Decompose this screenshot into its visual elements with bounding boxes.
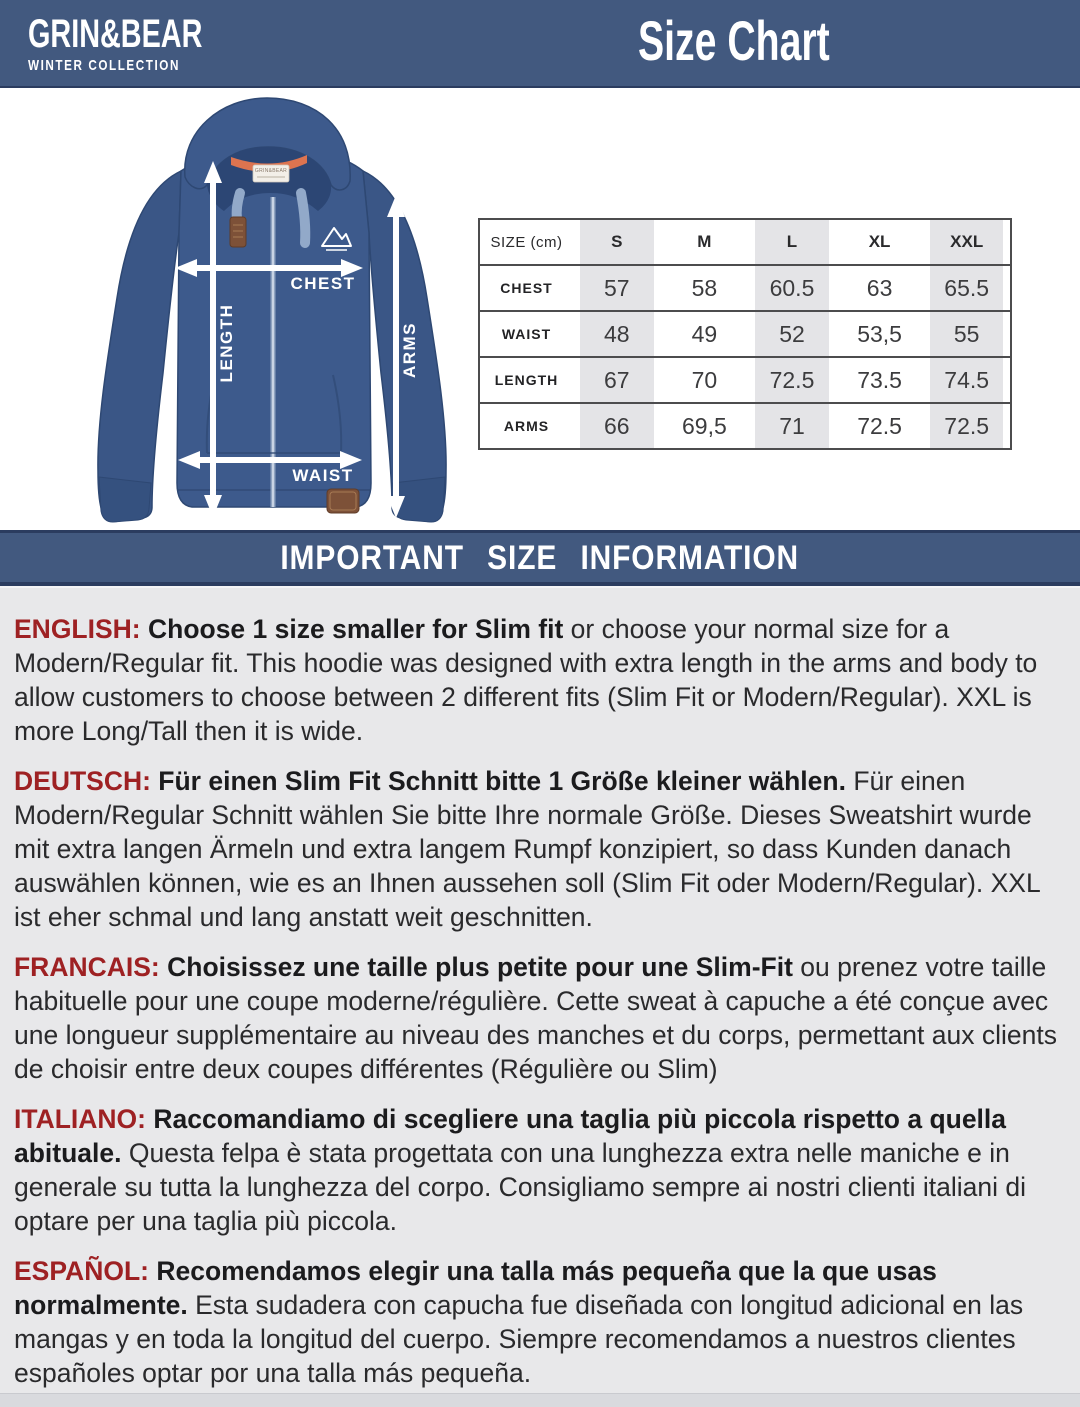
brand-subtitle: WINTER COLLECTION bbox=[28, 57, 180, 74]
size-value: 65.5 bbox=[923, 265, 1011, 311]
page-title: Size Chart bbox=[638, 9, 830, 72]
body-text: ou prenez votre taille habituelle pour une coupe moderne/régulière. Cette sweat à capuche a été conçue avec une longueur supplémentaire au niveau des manches et du corps, permettant aux clients de choisir entre deux coupes différentes (Régulière ou Slim) bbox=[14, 952, 1057, 1084]
size-value: 69,5 bbox=[682, 412, 727, 439]
bottom-strip bbox=[0, 1393, 1080, 1407]
column-header-s: S bbox=[573, 219, 661, 265]
language-label: DEUTSCH: bbox=[14, 766, 151, 796]
table-row-waist bbox=[479, 311, 1011, 357]
size-value: 70 bbox=[691, 366, 718, 393]
size-value: 53,5 bbox=[857, 320, 902, 347]
arms-measure-label: ARMS bbox=[400, 321, 419, 379]
chest-measure-label: CHEST bbox=[290, 274, 356, 293]
size-table bbox=[478, 218, 1012, 450]
column-header-xxl: XXL bbox=[923, 219, 1011, 265]
size-value: 67 bbox=[573, 357, 661, 403]
size-value: 58 bbox=[691, 274, 718, 301]
size-value: 63 bbox=[866, 274, 893, 301]
body-text: Für einen Modern/Regular Schnitt wählen Sie bitte Ihre normale Größe. Dieses Sweatshirt wurde mit extra langen Ärmeln und extra langem Rumpf konzipiert, so dass Kunden danach auswählen können, wie es an Ihnen aussehen soll (Slim Fit oder Modern/Regular). XXL ist eher schmal und lang anstatt weit geschnitten. bbox=[14, 766, 1040, 932]
row-label: CHEST bbox=[500, 280, 553, 296]
language-label: ESPAÑOL: bbox=[14, 1256, 149, 1286]
waist-measure-label: WAIST bbox=[292, 466, 354, 485]
column-header-size: SIZE (cm) bbox=[490, 233, 563, 251]
body-text: Questa felpa è stata progettata con una lunghezza extra nelle maniche e in generale su tutta la lunghezza del corpo. Consigliamo sempre ai nostri clienti italiani di optare per una taglia più piccola. bbox=[14, 1138, 1026, 1236]
size-value: 73.5 bbox=[857, 366, 902, 393]
table-row-chest bbox=[479, 265, 1011, 311]
language-label: ITALIANO: bbox=[14, 1104, 146, 1134]
hoodie-figure bbox=[85, 93, 470, 525]
column-header-l: L bbox=[748, 219, 836, 265]
length-measure-label: LENGTH bbox=[217, 303, 236, 383]
column-header-xl: XL bbox=[868, 232, 891, 251]
lead-text: Raccomandiamo di scegliere una taglia più piccola rispetto a quella abituale. bbox=[14, 1104, 1007, 1168]
right-drawstring bbox=[301, 193, 305, 243]
size-value: 72.5 bbox=[923, 403, 1011, 449]
size-value: 48 bbox=[573, 311, 661, 357]
size-value: 72.5 bbox=[748, 357, 836, 403]
hoodie-left-sleeve bbox=[98, 171, 181, 522]
drawstring-tag bbox=[230, 217, 246, 247]
table-row-length bbox=[479, 357, 1011, 403]
neck-label-text: GRIN&BEAR bbox=[254, 168, 288, 174]
table-header-row bbox=[479, 219, 1011, 265]
lead-text: Choisissez une taille plus petite pour une Slim-Fit bbox=[167, 952, 793, 982]
info-paragraph-deutsch bbox=[14, 764, 1066, 934]
table-row-arms bbox=[479, 403, 1011, 449]
row-label: LENGTH bbox=[494, 372, 559, 388]
info-paragraphs bbox=[14, 612, 1066, 1390]
row-label: WAIST bbox=[501, 326, 552, 342]
size-value: 52 bbox=[748, 311, 836, 357]
size-value: 55 bbox=[923, 311, 1011, 357]
info-section bbox=[0, 586, 1080, 1407]
banner-title: IMPORTANT SIZE INFORMATION bbox=[280, 539, 800, 577]
size-value: 57 bbox=[573, 265, 661, 311]
header-bar bbox=[0, 0, 1080, 88]
size-value: 60.5 bbox=[748, 265, 836, 311]
leather-patch bbox=[327, 489, 359, 513]
size-value: 49 bbox=[691, 320, 718, 347]
lead-text: Recomendamos elegir una talla más pequeña que la que usas normalmente. bbox=[14, 1256, 937, 1320]
size-value: 71 bbox=[748, 403, 836, 449]
brand-logo bbox=[28, 14, 270, 73]
info-paragraph-english bbox=[14, 612, 1066, 748]
column-header-m: M bbox=[697, 232, 712, 251]
neck-label bbox=[253, 165, 289, 182]
row-label: ARMS bbox=[503, 418, 550, 434]
hoodie-illustration bbox=[85, 93, 470, 525]
body-text: or choose your normal size for a Modern/Regular fit. This hoodie was designed with extra length in the arms and body to allow customers to choose between 2 different fits (Slim Fit or Modern/Regular). XXL is more Long/Tall then it is wide. bbox=[14, 614, 1038, 746]
info-paragraph-francais bbox=[14, 950, 1066, 1086]
info-paragraph-italiano bbox=[14, 1102, 1066, 1238]
body-text: Esta sudadera con capucha fue diseñada con longitud adicional en las mangas y en toda la longitud del cuerpo. Siempre recomendamos a nuestros clientes españoles optar por una talla más pequeña. bbox=[14, 1290, 1024, 1388]
hero-section bbox=[0, 88, 1080, 530]
info-paragraph-español bbox=[14, 1254, 1066, 1390]
info-banner bbox=[0, 530, 1080, 586]
lead-text: Choose 1 size smaller for Slim fit bbox=[148, 614, 564, 644]
left-drawstring bbox=[237, 193, 240, 219]
brand-name: GRIN&BEAR bbox=[28, 12, 203, 56]
size-value: 66 bbox=[573, 403, 661, 449]
hoodie-left-cuff bbox=[99, 477, 151, 522]
language-label: ENGLISH: bbox=[14, 614, 141, 644]
size-value: 72.5 bbox=[857, 412, 902, 439]
size-value: 74.5 bbox=[923, 357, 1011, 403]
language-label: FRANCAIS: bbox=[14, 952, 160, 982]
lead-text: Für einen Slim Fit Schnitt bitte 1 Größe kleiner wählen. bbox=[158, 766, 846, 796]
